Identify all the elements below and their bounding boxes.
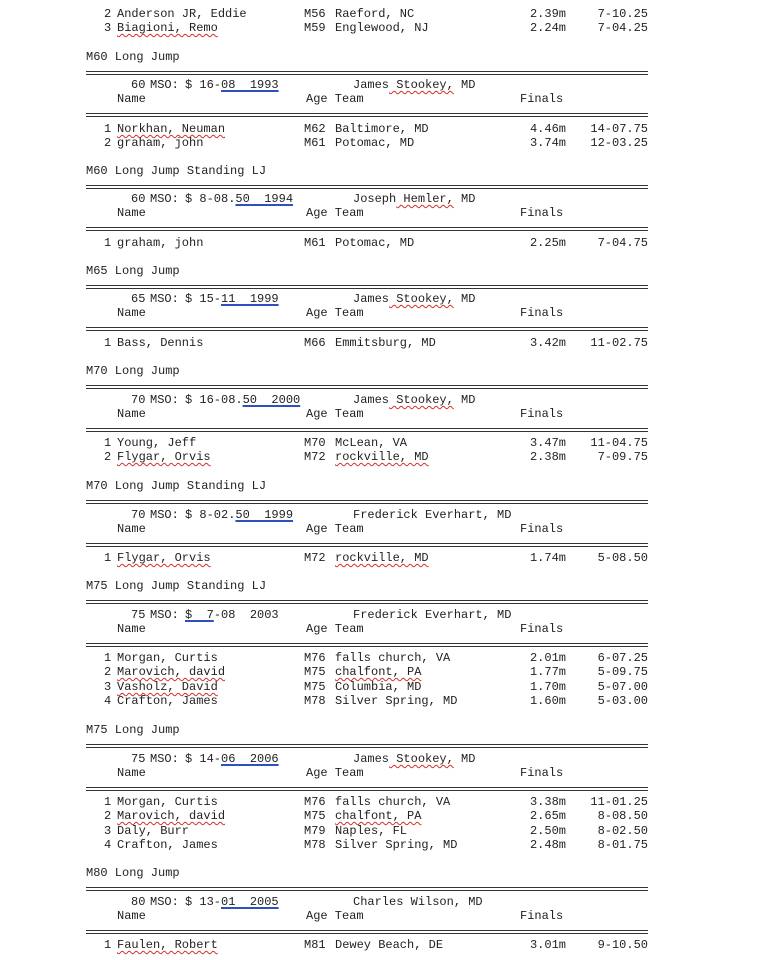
result-place: 1 xyxy=(104,122,112,136)
athlete-team: chalfont, PA xyxy=(335,665,422,679)
record-age: 75 xyxy=(131,608,146,622)
separator-rule xyxy=(86,113,648,117)
result-place: 2 xyxy=(104,809,112,823)
athlete-age: M75 xyxy=(304,680,326,694)
record-age: 80 xyxy=(131,895,146,909)
column-header-finals: Finals xyxy=(520,407,564,421)
result-imperial: 8-02.50 xyxy=(597,824,648,838)
record-mark-prefix: $ 15- xyxy=(185,292,222,306)
record-age: 75 xyxy=(131,752,146,766)
athlete-name: Marovich, david xyxy=(117,809,226,823)
record-holder-word: Frederick xyxy=(353,508,418,522)
athlete-team: rockville, MD xyxy=(335,551,429,565)
result-metric: 3.01m xyxy=(529,938,566,952)
athlete-age: M76 xyxy=(304,795,326,809)
athlete-age: M61 xyxy=(304,236,326,250)
record-mso-label: MSO: xyxy=(150,78,179,92)
result-place: 1 xyxy=(104,236,112,250)
event-title: M75 Long Jump xyxy=(86,723,180,737)
result-metric: 2.24m xyxy=(529,21,566,35)
record-mso-label: MSO: xyxy=(150,192,179,206)
record-mark-underlined: 06 2006 xyxy=(221,752,279,766)
athlete-team: Englewood, NJ xyxy=(335,21,429,35)
result-imperial: 5-03.00 xyxy=(597,694,648,708)
record-mark xyxy=(185,752,279,766)
result-place: 2 xyxy=(104,450,112,464)
result-imperial: 7-04.25 xyxy=(597,21,648,35)
record-holder-word: Stookey, xyxy=(389,752,454,766)
record-holder-word: James xyxy=(353,78,390,92)
record-holder-word: Charles xyxy=(353,895,404,909)
record-holder xyxy=(353,608,511,622)
separator-rule xyxy=(86,643,648,647)
result-metric: 2.25m xyxy=(529,236,566,250)
result-imperial: 7-04.75 xyxy=(597,236,648,250)
separator-rule xyxy=(86,428,648,432)
separator-rule xyxy=(86,385,648,389)
event-title: M75 Long Jump Standing LJ xyxy=(86,579,267,593)
result-imperial: 7-09.75 xyxy=(597,450,648,464)
separator-rule xyxy=(86,500,648,504)
record-age: 65 xyxy=(131,292,146,306)
athlete-name: Biagioni, Remo xyxy=(117,21,218,35)
record-holder xyxy=(353,895,483,909)
record-holder-word: James xyxy=(353,292,390,306)
record-holder-word: MD xyxy=(461,895,483,909)
result-metric: 3.38m xyxy=(529,795,566,809)
record-mark-underlined: 11 1999 xyxy=(221,292,279,306)
record-mark xyxy=(185,292,279,306)
athlete-age: M75 xyxy=(304,809,326,823)
result-place: 1 xyxy=(104,551,112,565)
result-imperial: 12-03.25 xyxy=(590,136,648,150)
athlete-name: Morgan, Curtis xyxy=(117,795,218,809)
result-place: 3 xyxy=(104,21,112,35)
result-place: 1 xyxy=(104,938,112,952)
record-mark xyxy=(185,192,293,206)
result-place: 1 xyxy=(104,795,112,809)
athlete-team: rockville, MD xyxy=(335,450,429,464)
column-header-age-team: Age Team xyxy=(306,306,364,320)
record-mark-prefix: $ 8-08. xyxy=(185,192,236,206)
athlete-team: Silver Spring, MD xyxy=(335,694,458,708)
result-metric: 2.38m xyxy=(529,450,566,464)
record-mark xyxy=(185,78,279,92)
athlete-name: Flygar, Orvis xyxy=(117,551,211,565)
column-header-age-team: Age Team xyxy=(306,92,364,106)
record-mark xyxy=(185,508,293,522)
record-holder xyxy=(353,752,475,766)
athlete-team: Baltimore, MD xyxy=(335,122,429,136)
athlete-team: Emmitsburg, MD xyxy=(335,336,436,350)
athlete-age: M62 xyxy=(304,122,326,136)
record-holder-word: MD xyxy=(453,292,476,306)
athlete-age: M70 xyxy=(304,436,326,450)
record-holder-word: MD xyxy=(489,508,512,522)
record-holder-word: Wilson, xyxy=(403,895,462,909)
athlete-team: Silver Spring, MD xyxy=(335,838,458,852)
athlete-age: M59 xyxy=(304,21,326,35)
column-header-name: Name xyxy=(117,92,146,106)
athlete-name: graham, john xyxy=(117,136,204,150)
athlete-age: M66 xyxy=(304,336,326,350)
athlete-name: Vasholz, David xyxy=(117,680,218,694)
result-place: 2 xyxy=(104,665,112,679)
separator-rule xyxy=(86,887,648,891)
athlete-name: Marovich, david xyxy=(117,665,226,679)
record-mark-underlined: $ 7 xyxy=(185,608,214,622)
athlete-age: M72 xyxy=(304,551,326,565)
column-header-finals: Finals xyxy=(520,522,564,536)
result-metric: 2.48m xyxy=(529,838,566,852)
record-holder-word: MD xyxy=(489,608,512,622)
column-header-name: Name xyxy=(117,909,146,923)
separator-rule xyxy=(86,600,648,604)
result-metric: 2.39m xyxy=(529,7,566,21)
athlete-team: chalfont, PA xyxy=(335,809,422,823)
athlete-name: Norkhan, Neuman xyxy=(117,122,226,136)
separator-rule xyxy=(86,543,648,547)
athlete-name: graham, john xyxy=(117,236,204,250)
record-holder-word: Everhart, xyxy=(417,508,490,522)
column-header-name: Name xyxy=(117,622,146,636)
record-holder-word: Frederick xyxy=(353,608,418,622)
result-metric: 3.74m xyxy=(529,136,566,150)
column-header-age-team: Age Team xyxy=(306,407,364,421)
record-holder xyxy=(353,393,475,407)
athlete-name: Morgan, Curtis xyxy=(117,651,218,665)
record-mark-prefix: $ 8-02. xyxy=(185,508,236,522)
separator-rule xyxy=(86,185,648,189)
athlete-age: M56 xyxy=(304,7,326,21)
column-header-name: Name xyxy=(117,766,146,780)
record-holder-word: Hemler, xyxy=(396,192,454,206)
column-header-finals: Finals xyxy=(520,622,564,636)
athlete-team: Potomac, MD xyxy=(335,236,415,250)
result-imperial: 7-10.25 xyxy=(597,7,648,21)
athlete-team: Dewey Beach, DE xyxy=(335,938,444,952)
result-place: 3 xyxy=(104,824,112,838)
result-metric: 4.46m xyxy=(529,122,566,136)
record-holder-word: Stookey, xyxy=(389,393,454,407)
athlete-name: Flygar, Orvis xyxy=(117,450,211,464)
event-title: M60 Long Jump Standing LJ xyxy=(86,164,267,178)
record-mso-label: MSO: xyxy=(150,393,179,407)
record-mark-suffix: -08 2003 xyxy=(213,608,279,622)
record-mark-underlined: 50 2000 xyxy=(242,393,301,407)
record-mark-prefix: $ 16- xyxy=(185,78,222,92)
athlete-age: M76 xyxy=(304,651,326,665)
separator-rule xyxy=(86,744,648,748)
result-imperial: 11-04.75 xyxy=(590,436,648,450)
record-age: 60 xyxy=(131,78,146,92)
record-mark xyxy=(185,393,300,407)
record-mark-underlined: 01 2005 xyxy=(221,895,279,909)
result-metric: 2.65m xyxy=(529,809,566,823)
result-place: 1 xyxy=(104,651,112,665)
column-header-name: Name xyxy=(117,407,146,421)
athlete-team: falls church, VA xyxy=(335,795,451,809)
column-header-name: Name xyxy=(117,306,146,320)
column-header-name: Name xyxy=(117,206,146,220)
athlete-team: falls church, VA xyxy=(335,651,451,665)
athlete-age: M72 xyxy=(304,450,326,464)
record-holder-word: MD xyxy=(453,752,476,766)
result-imperial: 14-07.75 xyxy=(590,122,648,136)
record-holder-word: Stookey, xyxy=(389,292,454,306)
record-mark-prefix: $ 14- xyxy=(185,752,222,766)
column-header-finals: Finals xyxy=(520,766,564,780)
result-metric: 1.74m xyxy=(529,551,566,565)
separator-rule xyxy=(86,787,648,791)
record-mark-underlined: 50 1994 xyxy=(235,192,294,206)
record-mso-label: MSO: xyxy=(150,752,179,766)
record-mark xyxy=(185,895,279,909)
record-holder-word: James xyxy=(353,393,390,407)
separator-rule xyxy=(86,71,648,75)
athlete-team: McLean, VA xyxy=(335,436,408,450)
record-holder-word: Stookey, xyxy=(389,78,454,92)
record-age: 70 xyxy=(131,508,146,522)
result-place: 3 xyxy=(104,680,112,694)
record-mark-prefix: $ 16-08. xyxy=(185,393,243,407)
record-holder xyxy=(353,292,475,306)
athlete-age: M75 xyxy=(304,665,326,679)
result-metric: 2.50m xyxy=(529,824,566,838)
column-header-age-team: Age Team xyxy=(306,522,364,536)
column-header-age-team: Age Team xyxy=(306,766,364,780)
record-mark-underlined: 08 1993 xyxy=(221,78,279,92)
record-holder xyxy=(353,192,475,206)
event-title: M65 Long Jump xyxy=(86,264,180,278)
athlete-team: Columbia, MD xyxy=(335,680,422,694)
result-imperial: 8-08.50 xyxy=(597,809,648,823)
column-header-finals: Finals xyxy=(520,306,564,320)
event-title: M80 Long Jump xyxy=(86,866,180,880)
record-mso-label: MSO: xyxy=(150,895,179,909)
record-holder xyxy=(353,78,475,92)
column-header-age-team: Age Team xyxy=(306,622,364,636)
athlete-team: Raeford, NC xyxy=(335,7,415,21)
column-header-finals: Finals xyxy=(520,92,564,106)
event-title: M70 Long Jump Standing LJ xyxy=(86,479,267,493)
athlete-name: Anderson JR, Eddie xyxy=(117,7,247,21)
result-imperial: 5-07.00 xyxy=(597,680,648,694)
result-place: 4 xyxy=(104,838,112,852)
result-imperial: 11-01.25 xyxy=(590,795,648,809)
separator-rule xyxy=(86,327,648,331)
athlete-age: M61 xyxy=(304,136,326,150)
event-title: M70 Long Jump xyxy=(86,364,180,378)
athlete-name: Crafton, James xyxy=(117,838,218,852)
record-age: 60 xyxy=(131,192,146,206)
separator-rule xyxy=(86,285,648,289)
result-place: 1 xyxy=(104,436,112,450)
athlete-age: M78 xyxy=(304,694,326,708)
result-place: 4 xyxy=(104,694,112,708)
athlete-name: Crafton, James xyxy=(117,694,218,708)
result-imperial: 5-09.75 xyxy=(597,665,648,679)
result-imperial: 9-10.50 xyxy=(597,938,648,952)
record-holder-word: Joseph xyxy=(353,192,397,206)
record-mso-label: MSO: xyxy=(150,292,179,306)
column-header-age-team: Age Team xyxy=(306,206,364,220)
athlete-team: Potomac, MD xyxy=(335,136,415,150)
column-header-name: Name xyxy=(117,522,146,536)
athlete-age: M78 xyxy=(304,838,326,852)
record-holder xyxy=(353,508,511,522)
result-metric: 2.01m xyxy=(529,651,566,665)
athlete-name: Young, Jeff xyxy=(117,436,197,450)
column-header-finals: Finals xyxy=(520,206,564,220)
result-metric: 3.42m xyxy=(529,336,566,350)
athlete-name: Daly, Burr xyxy=(117,824,190,838)
separator-rule xyxy=(86,227,648,231)
result-imperial: 5-08.50 xyxy=(597,551,648,565)
athlete-name: Bass, Dennis xyxy=(117,336,204,350)
record-holder-word: Everhart, xyxy=(417,608,490,622)
result-place: 2 xyxy=(104,136,112,150)
event-title: M60 Long Jump xyxy=(86,50,180,64)
record-holder-word: MD xyxy=(453,393,476,407)
record-mark-prefix: $ 13- xyxy=(185,895,222,909)
result-metric: 3.47m xyxy=(529,436,566,450)
record-mark xyxy=(185,608,279,622)
column-header-finals: Finals xyxy=(520,909,564,923)
result-imperial: 11-02.75 xyxy=(590,336,648,350)
result-metric: 1.77m xyxy=(529,665,566,679)
separator-rule xyxy=(86,930,648,934)
result-imperial: 8-01.75 xyxy=(597,838,648,852)
column-header-age-team: Age Team xyxy=(306,909,364,923)
athlete-team: Naples, FL xyxy=(335,824,408,838)
result-imperial: 6-07.25 xyxy=(597,651,648,665)
result-place: 2 xyxy=(104,7,112,21)
result-place: 1 xyxy=(104,336,112,350)
athlete-age: M81 xyxy=(304,938,326,952)
record-mark-underlined: 50 1999 xyxy=(235,508,294,522)
athlete-age: M79 xyxy=(304,824,326,838)
record-holder-word: MD xyxy=(453,192,476,206)
record-holder-word: James xyxy=(353,752,390,766)
record-age: 70 xyxy=(131,393,146,407)
record-mso-label: MSO: xyxy=(150,608,179,622)
result-metric: 1.70m xyxy=(529,680,566,694)
result-metric: 1.60m xyxy=(529,694,566,708)
athlete-name: Faulen, Robert xyxy=(117,938,218,952)
record-mso-label: MSO: xyxy=(150,508,179,522)
record-holder-word: MD xyxy=(453,78,476,92)
